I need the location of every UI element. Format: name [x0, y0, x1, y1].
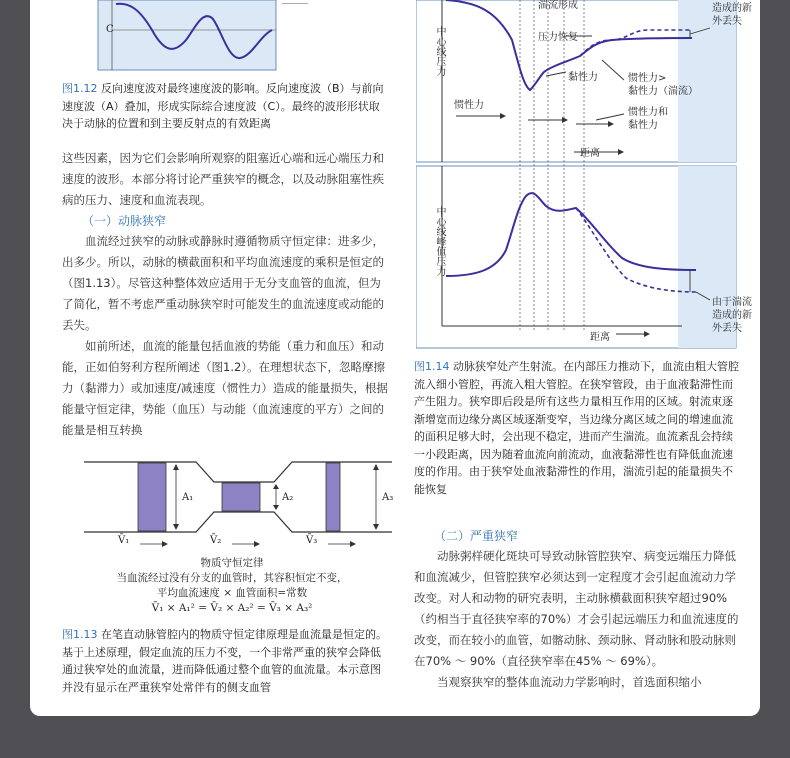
area-label-a3: A₃ — [382, 492, 394, 503]
label-line: 黏性力（湍流） — [628, 86, 698, 97]
label-line: 造成的新 — [712, 310, 752, 321]
label-turbulence-formation: 湍流形成 — [538, 0, 578, 11]
label-inertial-gt-viscous — [628, 72, 698, 98]
paragraph: 如前所述，血流的能量包括血液的势能（重力和血压）和动能，正如伯努利方程所阐述（图1.2）。在理想状态下，忽略摩擦力（黏滞力）或加速度/减速度（惯性力）造成的能量损失，根据能量守恒定律，势能（血压）与动能（血流速度的平方）之间的能量是相互转换 — [62, 339, 388, 437]
figure-1-12-caption — [62, 80, 388, 133]
area-label-a2: A₂ — [282, 492, 294, 503]
velocity-label-v3: V̄₃ — [306, 535, 318, 546]
bottom-chart-ylabel: 中心线峰值压力 — [434, 206, 445, 276]
figure-1-12-legend-edge — [282, 0, 308, 4]
right-body-text — [414, 526, 740, 693]
law-line: 当血流经过没有分支的血管时，其容积恒定不变， — [116, 572, 348, 584]
law-title: 物质守恒定律 — [200, 557, 264, 569]
paragraph: 血流经过狭窄的动脉或静脉时遵循物质守恒定律：进多少，出多少。所以，动脉的横截面积和平均血流速度的乘积是恒定的（图1.13）。尽管这种整体效应适用于无分支血管的血流，但为了简化，暂不考虑严重动脉狭窄时可能发生的血流速度或动能的丢失。 — [62, 234, 384, 332]
figure-1-14-caption — [414, 358, 740, 498]
label-inertial-force: 惯性力 — [454, 100, 484, 111]
paragraph: 动脉粥样硬化斑块可导致动脉管腔狭窄、病变远端压力降低和血流减少，但管腔狭窄必须达到一定程度才会引起血流动力学改变。对人和动物的研究表明，主动脉横截面积狭窄超过90%（约相当于直径狭窄率的70%）才会引起远端压力和血流速度的改变，而在较小的血管，如髂动脉、颈动脉、肾动脉和股动脉则在70% ～ 90%（直径狭窄率在45% ～ 69%）。 — [414, 549, 739, 668]
label-line: 外丢失 — [712, 323, 742, 334]
label-pressure-recovery: 压力恢复 — [538, 32, 578, 43]
figure-1-12-number: 图1.12 — [62, 82, 98, 95]
label-line: 惯性力> — [628, 73, 667, 84]
label-distance-bottom: 距离 — [590, 332, 610, 343]
figure-1-12-caption-text: 反向速度波对最终速度波的影响。反向速度波（B）与前向速度波（A）叠加，形成实际综合速度波（C）。最终的波形形状取决于动脉的位置和到主要反射点的有效距离 — [62, 82, 384, 130]
label-line: 惯性力和 — [628, 107, 668, 118]
document-page — [30, 0, 760, 716]
law-line: 平均血流速度 × 血管面积=常数 — [156, 587, 308, 599]
section-heading-severe-stenosis: （二）严重狭窄 — [434, 529, 519, 543]
figure-1-12-chart — [90, 0, 290, 72]
figure-1-14-caption-text: 动脉狭窄处产生射流。在内部压力推动下，血流由粗大管腔流入细小管腔，再流入粗大管腔。在狭窄管段，由于血液黏滞性而产生阻力。狭窄即后段是所有这些力量相互作用的区域。射流束逐渐增宽而边缘分离区域逐渐变窄，当边缘分离区域之间的增速血流的面积足够大时，会出现不稳定，进而产生湍流。血流紊乱会持续一小段距离，因为随着血流向前流动，血液黏滞性也有降低血流速度的作用。由于狭窄处血液黏滞性的作用，湍流引起的能量损失不能恢复 — [414, 360, 739, 496]
figure-1-14-charts — [416, 0, 738, 350]
label-line: 外丢失 — [712, 16, 742, 27]
paragraph: 当观察狭窄的整体血流动力学影响时，首选面积缩小 — [437, 675, 702, 689]
figure-1-13-caption — [62, 626, 388, 696]
label-inertial-and-viscous — [628, 106, 668, 132]
figure-1-12-curve-label: C — [106, 24, 114, 35]
paragraph: 这些因素，因为它们会影响所观察的阻塞近心端和远心端压力和速度的波形。本部分将讨论严重狭窄的概念，以及动脉阻塞性疾病的压力、速度和血流表现。 — [62, 151, 384, 207]
section-heading-arterial-stenosis: （一）动脉狭窄 — [82, 214, 167, 228]
figure-1-13-number: 图1.13 — [62, 628, 98, 641]
label-viscous-force: 黏性力 — [568, 72, 598, 83]
figure-1-14-number: 图1.14 — [414, 360, 450, 373]
label-line: 造成的新 — [712, 3, 752, 14]
label-line: 黏性力 — [628, 120, 658, 131]
label-distance-top: 距离 — [580, 148, 600, 159]
left-body-text — [62, 148, 388, 441]
label-line: 由于湍流 — [712, 297, 752, 308]
law-formula: V̄₁ × A₁² = V̄₂ × A₂² = V̄₃ × A₃² — [151, 602, 313, 614]
label-loss-bottom — [712, 296, 752, 335]
conservation-law-block — [82, 556, 382, 616]
top-chart-ylabel: 中心线压力 — [434, 26, 445, 76]
area-label-a1: A₁ — [182, 492, 194, 503]
velocity-label-v2: V̄₂ — [210, 535, 222, 546]
velocity-label-v1: V̄₁ — [118, 535, 130, 546]
label-loss-top — [712, 2, 752, 28]
figure-1-13-caption-text: 在笔直动脉管腔内的物质守恒定律原理是血流量是恒定的。基于上述原理，假定血流的压力不变，一个非常严重的狭窄会降低通过狭窄处的血流量，进而降低通过整个血管的血流量。本示意图并没有显示在严重狭窄处常伴有的侧支血管 — [62, 628, 387, 694]
